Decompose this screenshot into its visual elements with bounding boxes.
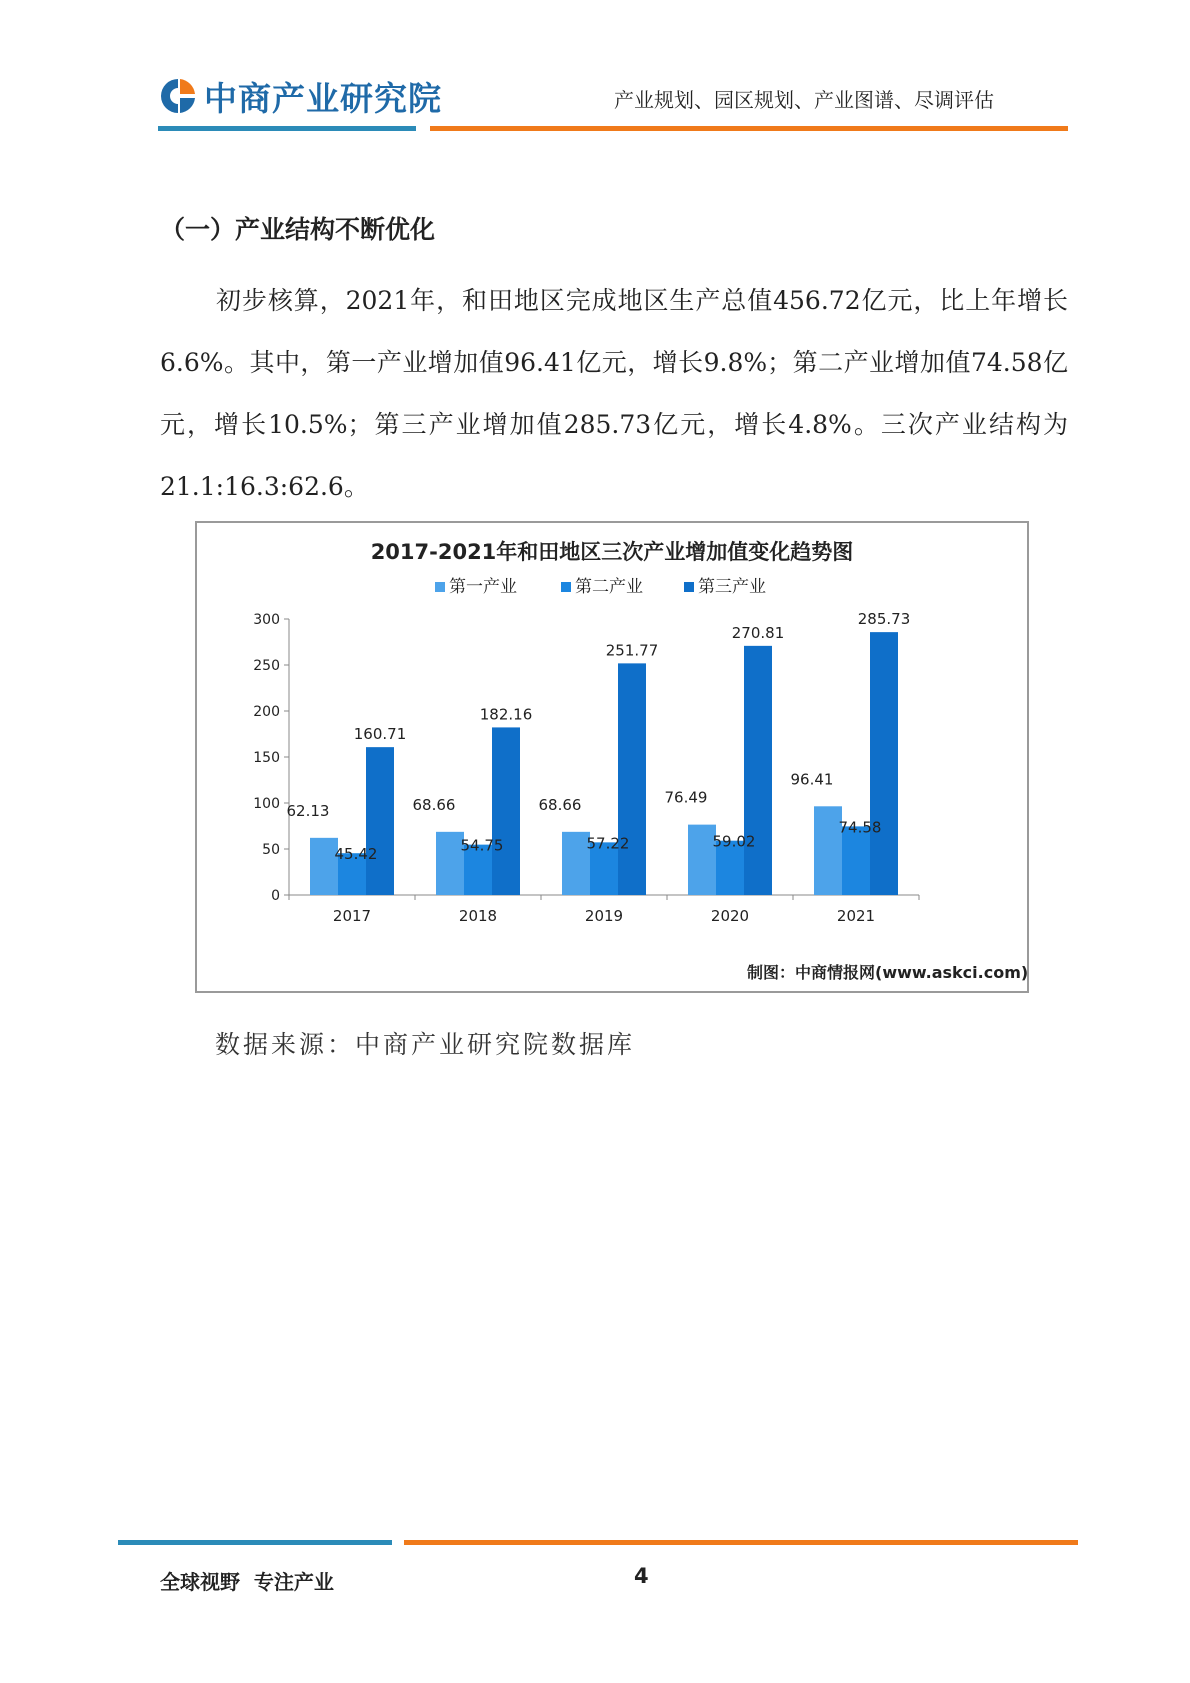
- header-divider-blue: [158, 126, 416, 131]
- y-tick-label: 200: [253, 704, 280, 720]
- data-label: 96.41: [790, 770, 834, 789]
- data-label: 54.75: [460, 836, 504, 855]
- bar-chart: [197, 523, 1027, 991]
- data-label: 57.22: [586, 834, 630, 853]
- chart-credit: 制图：中商情报网(www.askci.com): [747, 963, 1027, 982]
- data-label: 68.66: [412, 795, 456, 814]
- footer-slogan: 全球视野 专注产业: [160, 1570, 334, 1594]
- y-tick-label: 0: [271, 888, 280, 904]
- data-source: 数据来源：中商产业研究院数据库: [215, 1030, 636, 1059]
- x-tick-label: 2020: [710, 907, 750, 925]
- page-number: 4: [634, 1564, 649, 1588]
- data-label: 182.16: [479, 705, 533, 724]
- y-tick-label: 250: [253, 658, 280, 674]
- data-label: 45.42: [334, 845, 378, 864]
- y-tick-label: 50: [262, 842, 280, 858]
- data-label: 62.13: [286, 801, 330, 820]
- data-label: 59.02: [712, 832, 756, 851]
- logo-icon: [158, 76, 198, 116]
- chart-bars: [310, 632, 898, 895]
- logo: [158, 74, 442, 118]
- bar: [870, 632, 898, 895]
- chart-title: 2017-2021年和田地区三次产业增加值变化趋势图: [370, 540, 854, 564]
- bar: [618, 663, 646, 895]
- x-tick-label: 2019: [584, 907, 624, 925]
- y-tick-label: 150: [253, 750, 280, 766]
- legend-label: 第三产业: [698, 577, 766, 597]
- footer-divider-orange: [404, 1540, 1078, 1545]
- legend-swatch: [435, 582, 445, 592]
- body-paragraph: 初步核算，2021年，和田地区完成地区生产总值456.72亿元，比上年增长6.6%。其中，第一产业增加值96.41亿元，增长9.8%；第二产业增加值74.58亿元，增长10.5%；第三产业增加值285.73亿元，增长4.8%。三次产业结构为21.1:16.3:62.6。: [160, 286, 1068, 501]
- x-tick-label: 2017: [332, 907, 372, 925]
- bar: [366, 747, 394, 895]
- y-tick-label: 300: [253, 612, 280, 628]
- chart-legend: [435, 577, 766, 597]
- chart-frame: [195, 521, 1029, 993]
- bar: [492, 727, 520, 895]
- data-label: 76.49: [664, 788, 708, 807]
- legend-swatch: [684, 582, 694, 592]
- section-title: （一）产业结构不断优化: [160, 215, 436, 244]
- y-tick-label: 100: [253, 796, 280, 812]
- data-label: 74.58: [838, 818, 882, 837]
- data-label: 270.81: [731, 623, 785, 642]
- data-label: 68.66: [538, 795, 582, 814]
- x-tick-label: 2018: [458, 907, 498, 925]
- data-label: 160.71: [353, 725, 407, 744]
- header-slogan: 产业规划、园区规划、产业图谱、尽调评估: [614, 88, 994, 112]
- data-label: 251.77: [605, 641, 659, 660]
- legend-swatch: [561, 582, 571, 592]
- footer-divider-blue: [118, 1540, 392, 1545]
- logo-text: 中商产业研究院: [204, 78, 442, 118]
- legend-label: 第一产业: [449, 577, 517, 597]
- bar: [842, 826, 870, 895]
- x-tick-label: 2021: [836, 907, 876, 925]
- legend-label: 第二产业: [575, 577, 643, 597]
- header-divider-orange: [430, 126, 1068, 131]
- bar: [744, 646, 772, 895]
- data-label: 285.73: [857, 610, 911, 629]
